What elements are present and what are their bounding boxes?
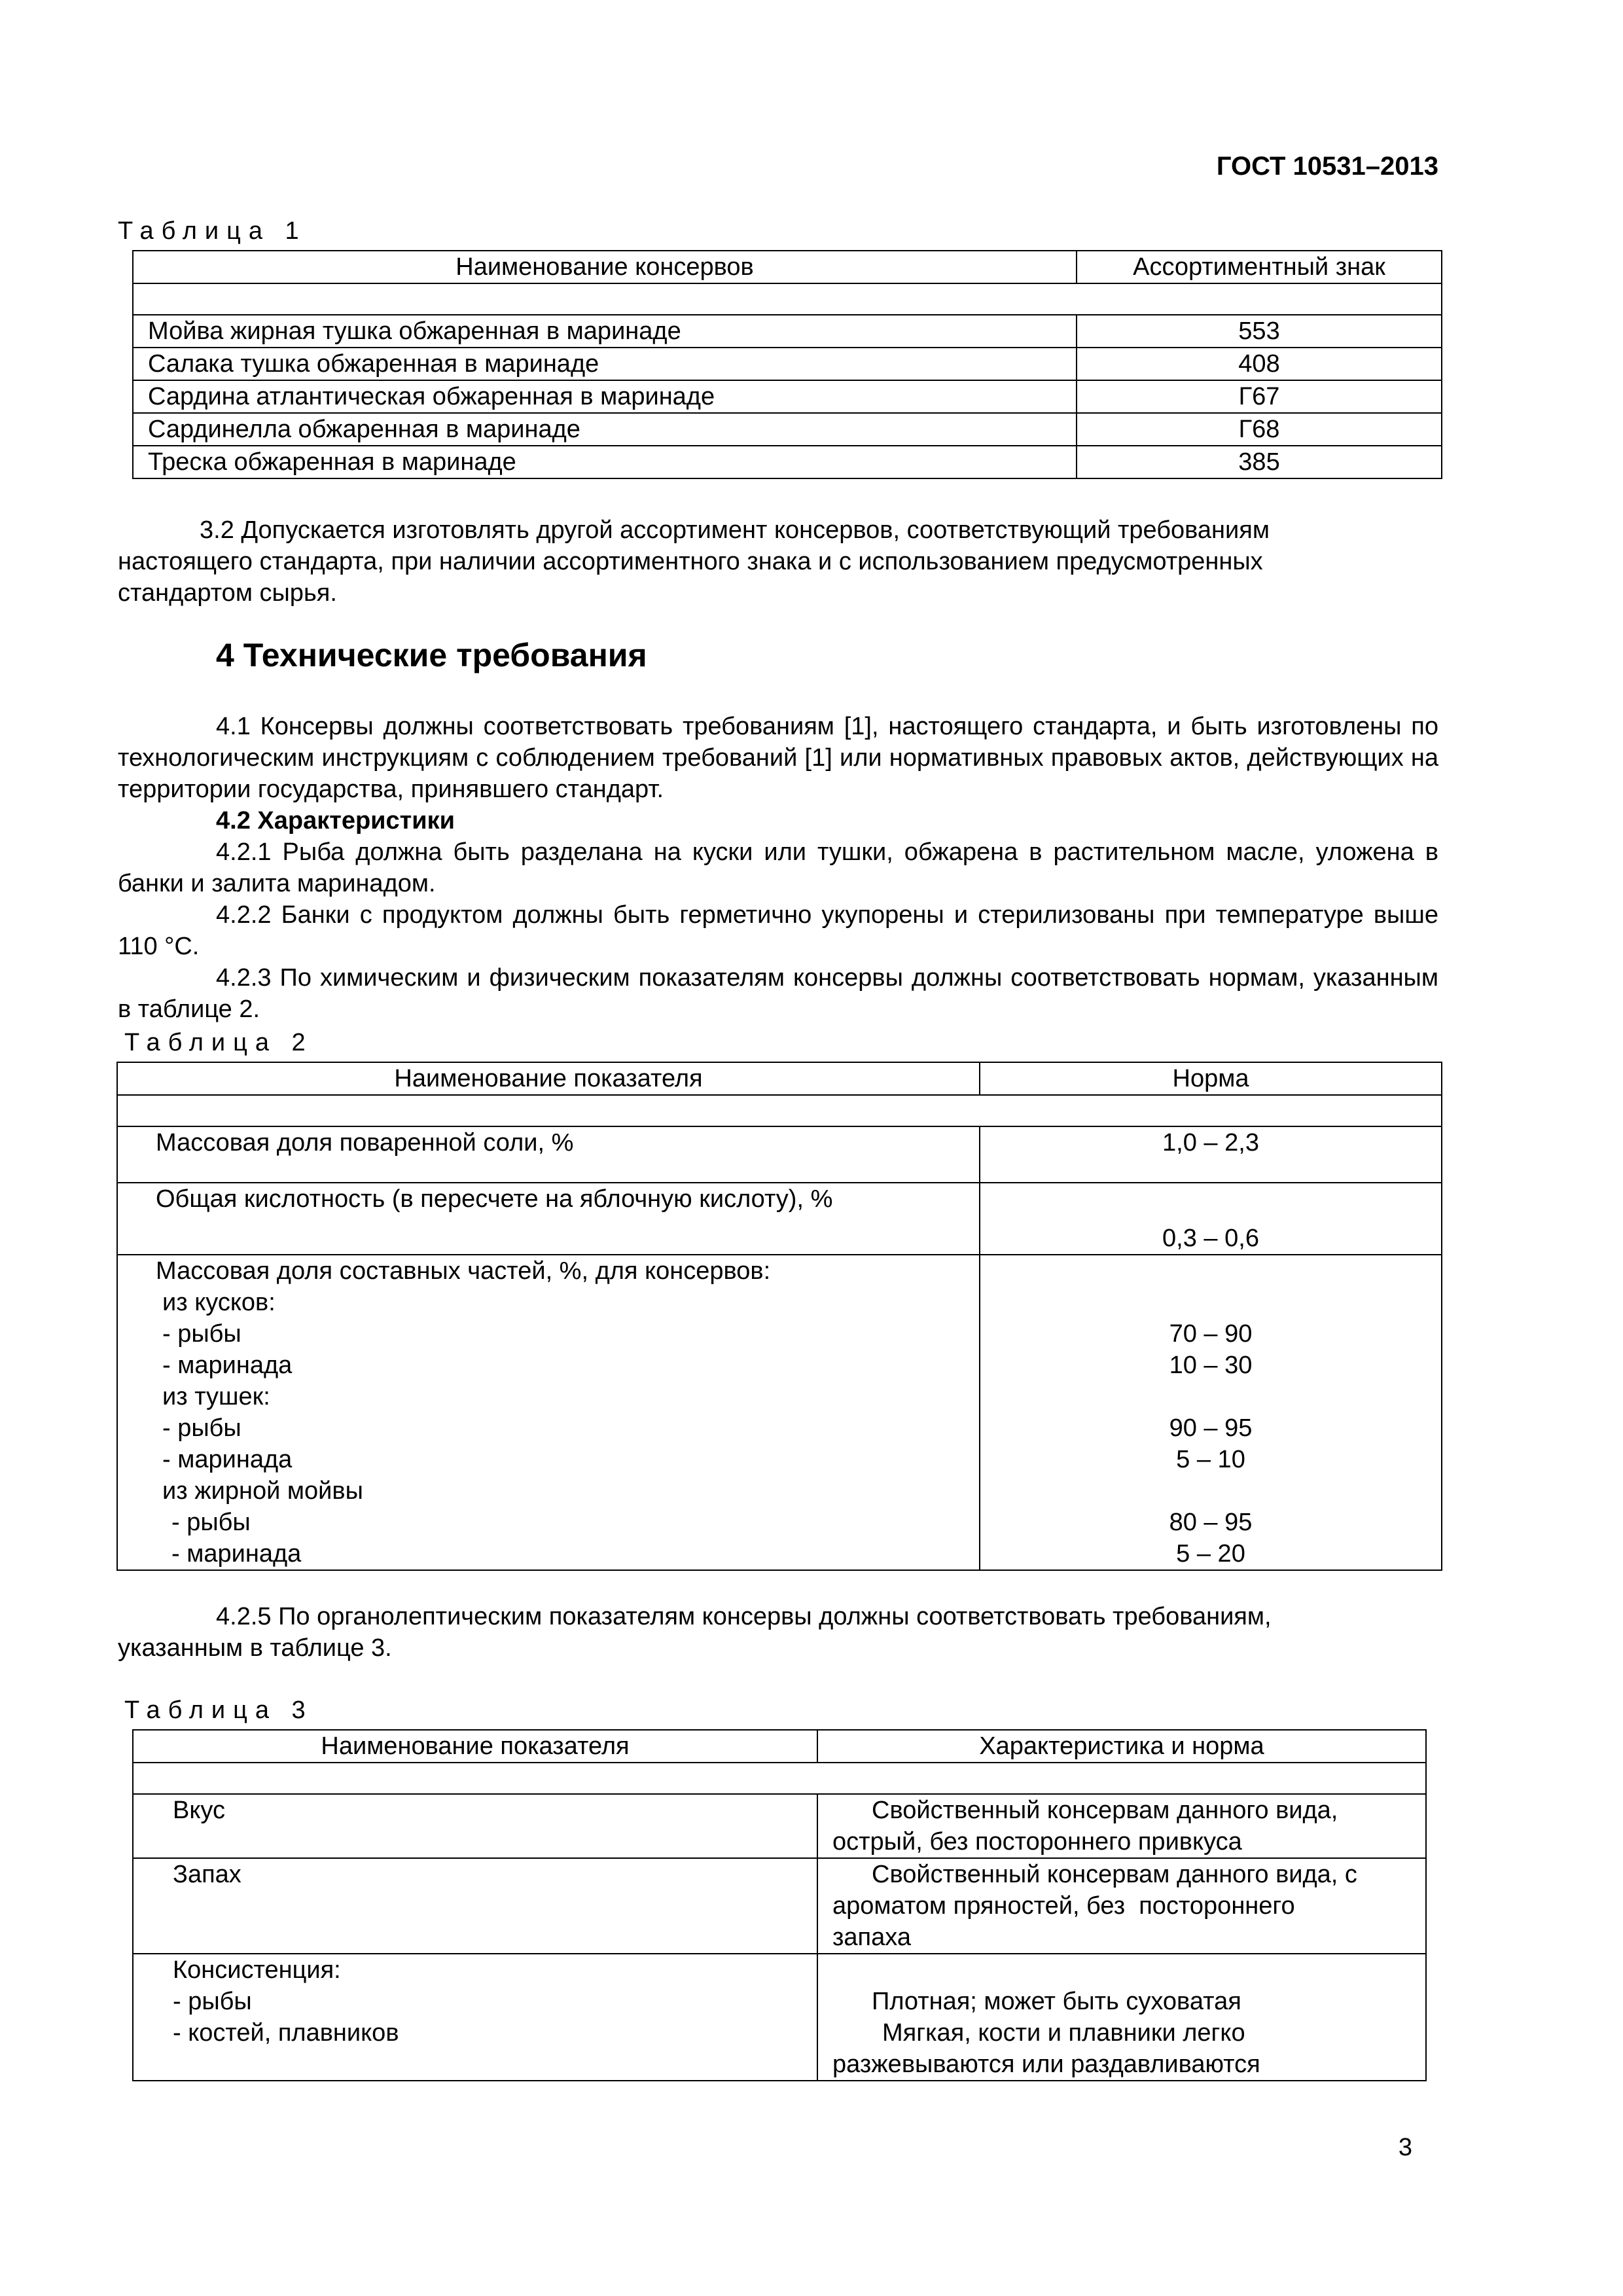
table2-subgroup: из жирной мойвы xyxy=(162,1477,363,1505)
table3-value-line: Свойственный консервам данного вида, xyxy=(872,1797,1338,1824)
table2-caption: Таблица 2 xyxy=(124,1029,313,1056)
table3-value-line: разжевываются или раздавливаются xyxy=(832,2051,1260,2078)
paragraph-4-1: 4.1 Консервы должны соответствовать требованиям [1], настоящего стандарта, и быть изготовлены по технологическим инструкциям с соблюдением требований [1] или нормативных правовых актов, действующих на территории государства, принявшего стандарт. xyxy=(118,713,1438,803)
table-row xyxy=(133,315,1442,348)
table3-header-char: Характеристика и норма xyxy=(817,1730,1426,1763)
table3-cell-value xyxy=(817,1858,1426,1954)
table-row xyxy=(133,1858,1426,1954)
table1-cell-code: Г68 xyxy=(1077,413,1442,446)
table2-cell-name xyxy=(117,1255,980,1570)
table2-cell-name: Массовая доля поваренной соли, % xyxy=(117,1126,980,1183)
table3-value-line: Свойственный консервам данного вида, с xyxy=(872,1861,1357,1888)
paragraph-line: стандартом сырья. xyxy=(118,579,337,607)
table1-header-code: Ассортиментный знак xyxy=(1077,251,1442,283)
table3-cell-name xyxy=(133,1954,817,2081)
table2-item: - рыбы xyxy=(162,1320,241,1348)
table1-spacer-row xyxy=(133,283,1442,315)
table2-cell-value xyxy=(980,1255,1442,1570)
table1 xyxy=(132,250,1442,479)
table3-header-name: Наименование показателя xyxy=(133,1730,817,1763)
table2-value: 5 – 10 xyxy=(1176,1446,1245,1473)
table2-item: - рыбы xyxy=(162,1414,241,1442)
table2-subgroup: из кусков: xyxy=(162,1289,276,1316)
table2-value: 70 – 90 xyxy=(1169,1320,1253,1348)
table-row xyxy=(117,1126,1442,1183)
table2-group-title: Массовая доля составных частей, %, для консервов: xyxy=(156,1257,771,1285)
section-4-body xyxy=(118,711,1438,1025)
table-row xyxy=(133,413,1442,446)
table2-cell-value: 1,0 – 2,3 xyxy=(980,1126,1442,1183)
table3-name-line: - рыбы xyxy=(173,1988,252,2015)
table3-value-line: Мягкая, кости и плавники легко xyxy=(882,2019,1245,2047)
table2-item: - рыбы xyxy=(171,1509,251,1536)
table2-item: - маринада xyxy=(162,1352,293,1379)
table1-cell-name: Треска обжаренная в маринаде xyxy=(133,446,1077,478)
paragraph-4-2-1: 4.2.1 Рыба должна быть разделана на куски или тушки, обжарена в растительном масле, уложена в банки и залита маринадом. xyxy=(118,838,1438,897)
table3-cell-name: Вкус xyxy=(133,1794,817,1858)
table1-caption: Таблица 1 xyxy=(118,217,307,245)
table3-cell-value xyxy=(817,1794,1426,1858)
table-row xyxy=(133,348,1442,380)
table1-cell-code: Г67 xyxy=(1077,380,1442,413)
paragraph-4-2-2: 4.2.2 Банки с продуктом должны быть герметично укупорены и стерилизованы при температуре выше 110 °С. xyxy=(118,901,1438,960)
table2-cell-name: Общая кислотность (в пересчете на яблочную кислоту), % xyxy=(117,1183,980,1255)
table2 xyxy=(116,1062,1442,1571)
paragraph-line: 3.2 Допускается изготовлять другой ассортимент консервов, соответствующий требованиям xyxy=(200,516,1270,544)
page-number: 3 xyxy=(1398,2134,1412,2161)
paragraph-line: указанным в таблице 3. xyxy=(118,1634,392,1662)
table2-cell-value: 0,3 – 0,6 xyxy=(980,1183,1442,1255)
table-row xyxy=(117,1183,1442,1255)
table2-item: - маринада xyxy=(162,1446,293,1473)
table2-value: 10 – 30 xyxy=(1169,1352,1253,1379)
paragraph-line: настоящего стандарта, при наличии ассортиментного знака и с использованием предусмотренных xyxy=(118,548,1263,575)
table-row xyxy=(133,380,1442,413)
table1-cell-code: 408 xyxy=(1077,348,1442,380)
table-row xyxy=(133,446,1442,478)
table-row xyxy=(133,1794,1426,1858)
table3-cell-value xyxy=(817,1954,1426,2081)
table2-value: 80 – 95 xyxy=(1169,1509,1253,1536)
table2-header-norm: Норма xyxy=(980,1062,1442,1095)
paragraph-4-2-5 xyxy=(118,1601,1438,1664)
table1-cell-name: Сардинелла обжаренная в маринаде xyxy=(133,413,1077,446)
paragraph-line: 4.2.5 По органолептическим показателям консервы должны соответствовать требованиям, xyxy=(216,1603,1272,1630)
table3-caption: Таблица 3 xyxy=(124,1696,313,1724)
paragraph-4-2-3: 4.2.3 По химическим и физическим показателям консервы должны соответствовать нормам, указанным в таблице 2. xyxy=(118,964,1438,1023)
table3 xyxy=(132,1729,1427,2081)
table3-name-line: - костей, плавников xyxy=(173,2019,399,2047)
table1-header-name: Наименование консервов xyxy=(133,251,1077,283)
table1-cell-code: 553 xyxy=(1077,315,1442,348)
table2-item: - маринада xyxy=(171,1540,302,1568)
table1-cell-name: Мойва жирная тушка обжаренная в маринаде xyxy=(133,315,1077,348)
table1-cell-code: 385 xyxy=(1077,446,1442,478)
document-id: ГОСТ 10531–2013 xyxy=(1216,152,1438,181)
table3-value-line: запаха xyxy=(832,1924,911,1951)
heading-4-2: 4.2 Характеристики xyxy=(216,807,455,834)
table3-name-line: Консистенция: xyxy=(173,1956,341,1984)
table2-spacer-row xyxy=(117,1095,1442,1126)
table2-value: 90 – 95 xyxy=(1169,1414,1253,1442)
table3-value-line: острый, без постороннего привкуса xyxy=(832,1828,1242,1856)
paragraph-3-2 xyxy=(118,514,1438,609)
table-row xyxy=(117,1255,1442,1570)
table1-cell-name: Сардина атлантическая обжаренная в маринаде xyxy=(133,380,1077,413)
section-4-title: 4 Технические требования xyxy=(216,637,647,673)
table3-value-line: Плотная; может быть суховатая xyxy=(872,1988,1241,2015)
table3-spacer-row xyxy=(133,1763,1426,1794)
table2-subgroup: из тушек: xyxy=(162,1383,270,1410)
table3-cell-name: Запах xyxy=(133,1858,817,1954)
table2-header-name: Наименование показателя xyxy=(117,1062,980,1095)
table2-value: 5 – 20 xyxy=(1176,1540,1245,1568)
table1-cell-name: Салака тушка обжаренная в маринаде xyxy=(133,348,1077,380)
table-row xyxy=(133,1954,1426,2081)
table3-value-line: ароматом пряностей, без постороннего xyxy=(832,1892,1295,1920)
